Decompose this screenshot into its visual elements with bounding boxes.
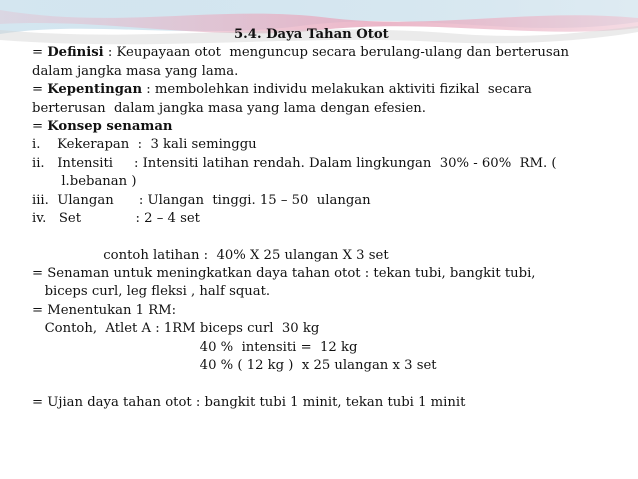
- spacer: [32, 228, 632, 246]
- slide-content: [32, 26, 632, 412]
- konsep-line: [32, 118, 632, 136]
- rm-intensity: 40 % intensiti = 12 kg: [32, 339, 358, 355]
- konsep-item-kekerapan: i. Kekerapan : 3 kali seminggu: [32, 137, 257, 153]
- konsep-item-intensiti-cont: l.bebanan ): [32, 174, 137, 190]
- bullet-prefix: =: [32, 45, 48, 61]
- definisi-text: : Keupayaan otot menguncup secara berulang-ulang dan berterusan: [103, 45, 570, 61]
- rm-example: Contoh, Atlet A : 1RM biceps curl 30 kg: [32, 321, 320, 337]
- slide-title: 5.4. Daya Tahan Otot: [234, 27, 389, 42]
- kepentingan-continuation: berterusan dalam jangka masa yang lama dengan efesien.: [32, 100, 426, 116]
- bullet-prefix: =: [32, 118, 48, 134]
- definisi-line: [32, 44, 632, 62]
- definisi-keyword: Definisi: [47, 45, 104, 61]
- ujian-line: = Ujian daya tahan otot : bangkit tubi 1 minit, tekan tubi 1 minit: [32, 394, 466, 410]
- kepentingan-line: [32, 81, 632, 99]
- definisi-continuation: dalam jangka masa yang lama.: [32, 63, 239, 79]
- konsep-item-intensiti: ii. Intensiti : Intensiti latihan rendah. Dalam lingkungan 30% - 60% RM. (: [32, 155, 557, 171]
- contoh-latihan: contoh latihan : 40% X 25 ulangan X 3 set: [32, 247, 389, 263]
- kepentingan-keyword: Kepentingan: [47, 82, 143, 98]
- kepentingan-text: : membolehkan individu melakukan aktiviti fizikal secara: [142, 82, 532, 98]
- konsep-item-set: iv. Set : 2 – 4 set: [32, 210, 200, 226]
- bullet-prefix: =: [32, 82, 48, 98]
- senaman-continuation: biceps curl, leg fleksi , half squat.: [32, 284, 271, 300]
- konsep-item-ulangan: iii. Ulangan : Ulangan tinggi. 15 – 50 ulangan: [32, 192, 371, 208]
- rm-calculation: 40 % ( 12 kg ) x 25 ulangan x 3 set: [32, 358, 437, 374]
- senaman-line: = Senaman untuk meningkatkan daya tahan otot : tekan tubi, bangkit tubi,: [32, 266, 536, 282]
- spacer: [32, 375, 632, 393]
- konsep-keyword: Konsep senaman: [47, 118, 173, 134]
- rm-heading: = Menentukan 1 RM:: [32, 302, 177, 318]
